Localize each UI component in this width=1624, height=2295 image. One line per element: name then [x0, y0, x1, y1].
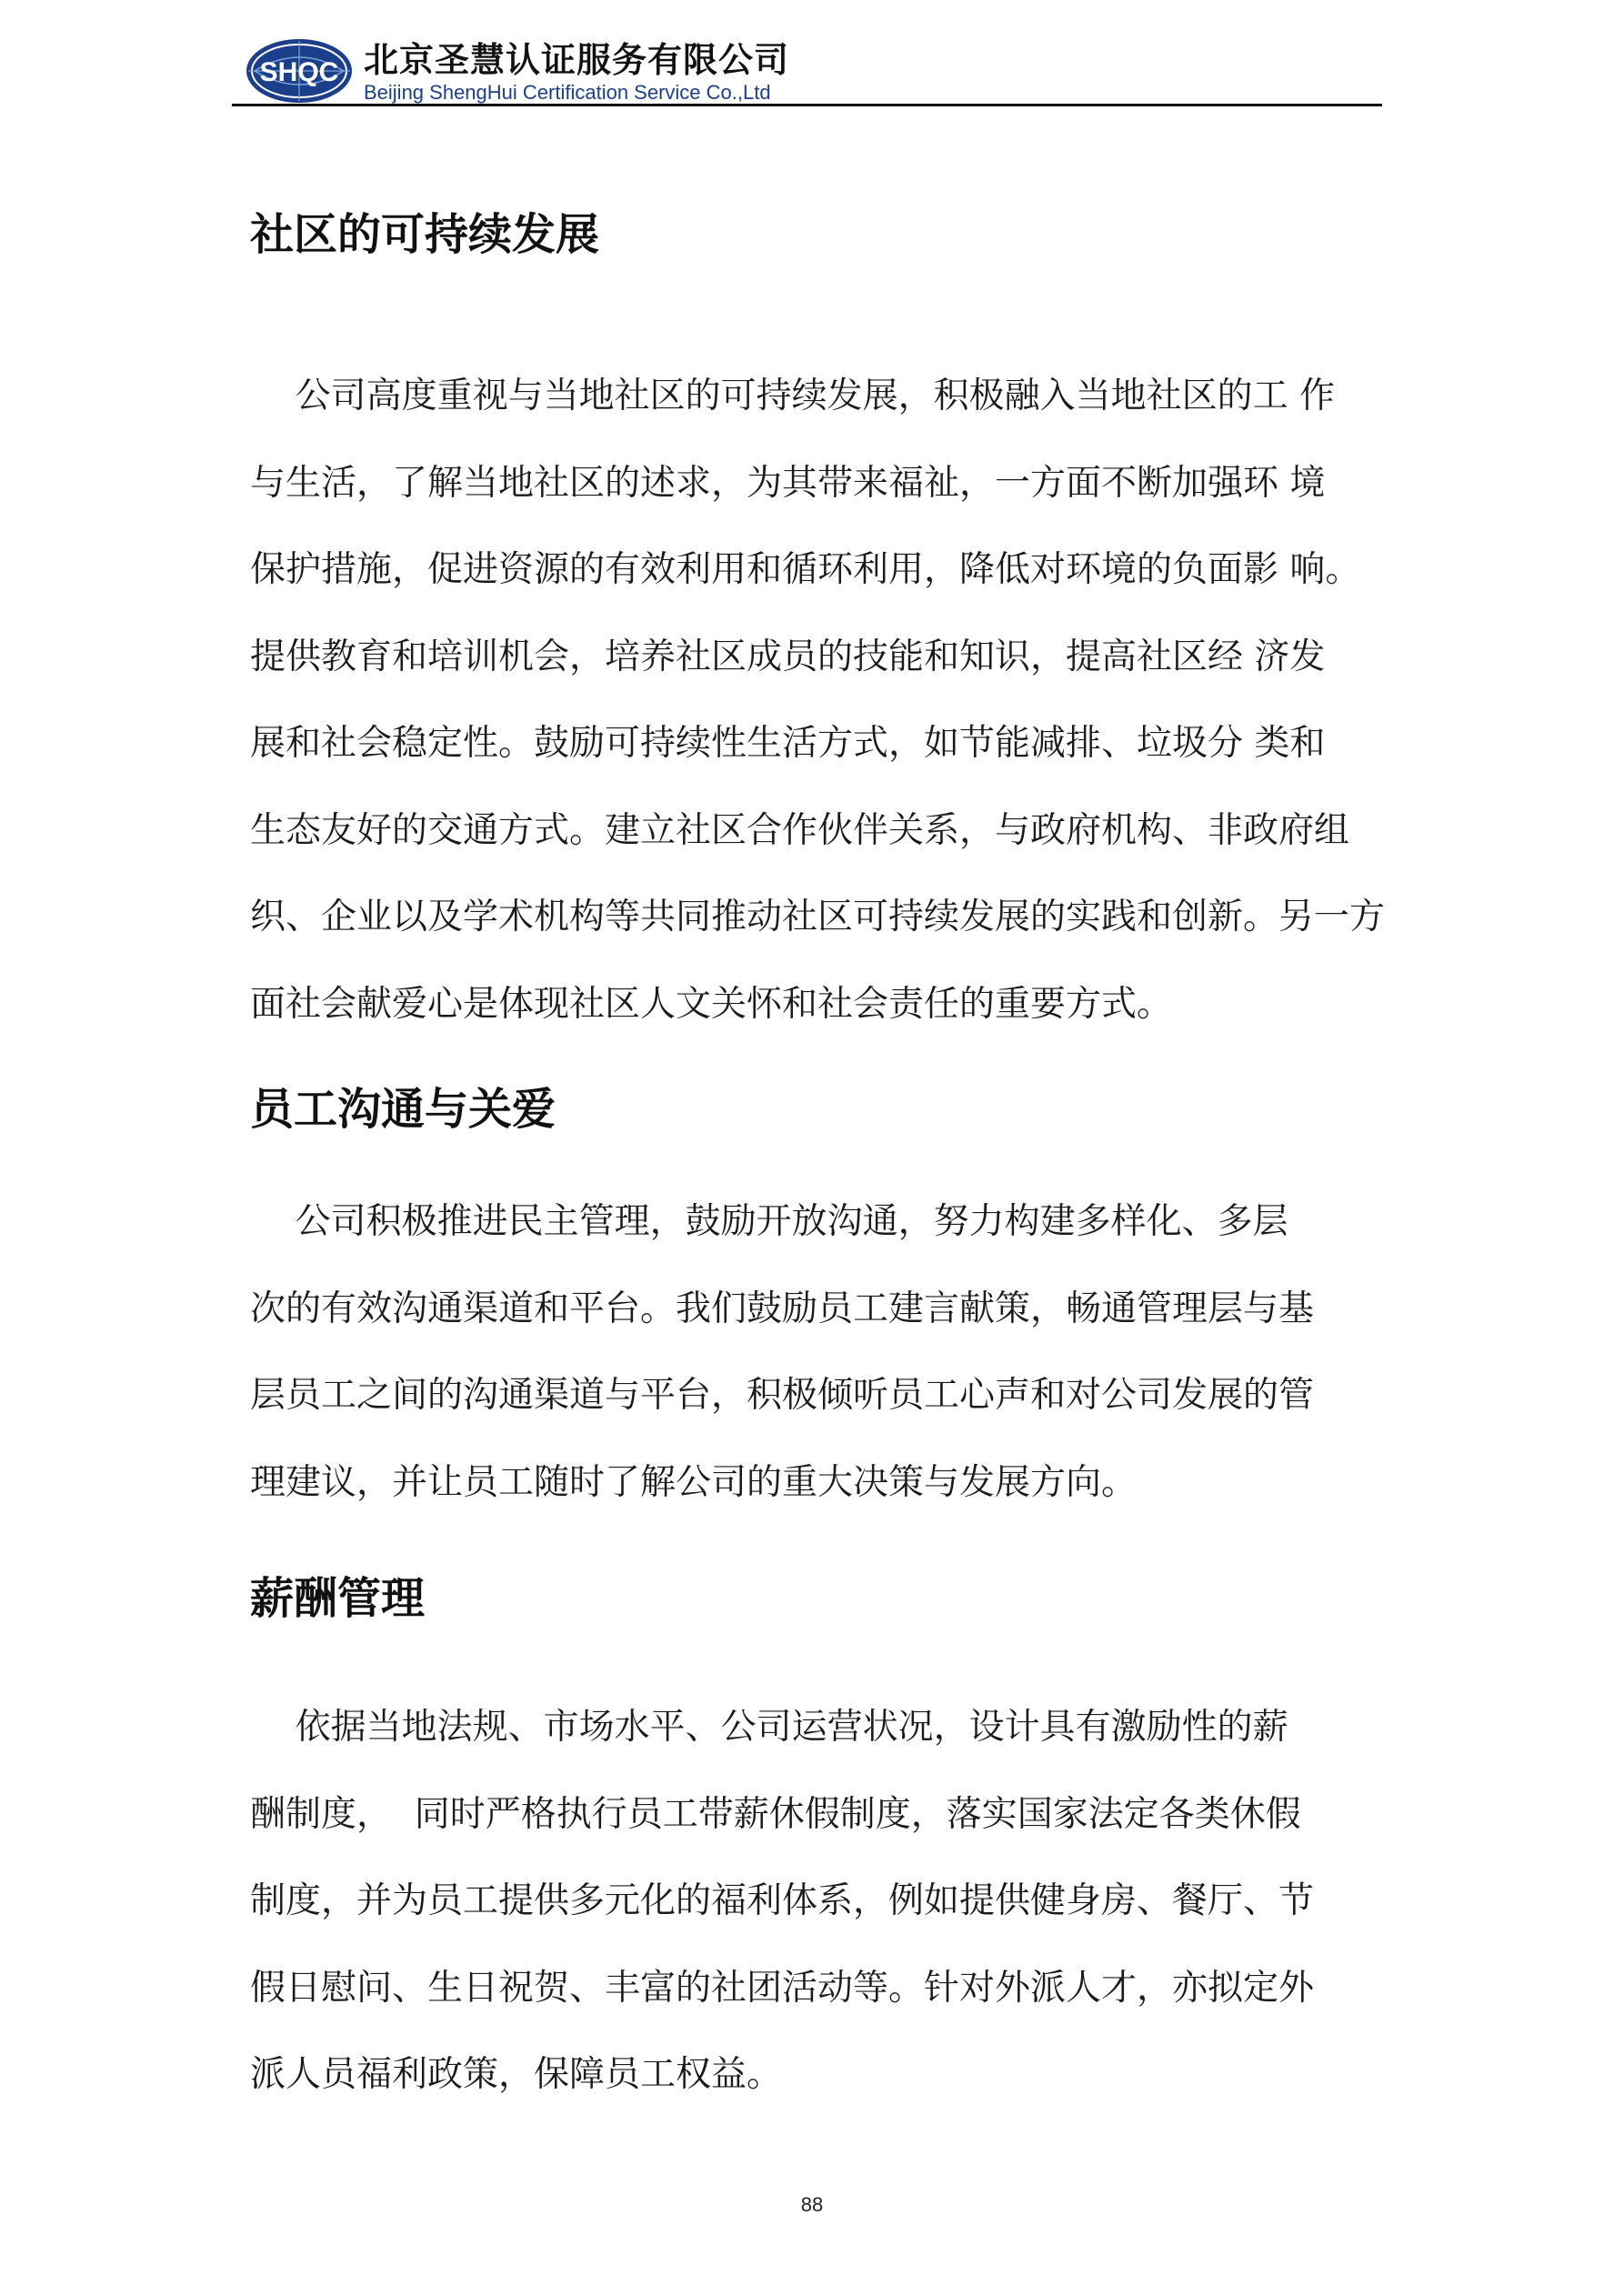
shqc-logo-icon	[244, 36, 355, 105]
section-body-employee-communication	[250, 1178, 1450, 1526]
company-name-cn: 北京圣慧认证服务有限公司	[364, 40, 790, 80]
paragraph-line: 制度，并为员工提供多元化的福利体系，例如提供健身房、餐厅、节	[250, 1880, 1315, 1921]
paragraph-line: 保护措施，促进资源的有效利用和循环利用，降低对环境的负面影 响。	[250, 549, 1361, 590]
paragraph-line: 与生活，了解当地社区的述求，为其带来福祉，一方面不断加强环 境	[250, 462, 1326, 504]
page-header	[244, 33, 1380, 111]
paragraph-line: 生态友好的交通方式。建立社区合作伙伴关系，与政府机构、非政府组	[250, 809, 1350, 851]
paragraph-line: 假日慰问、生日祝贺、丰富的社团活动等。针对外派人才，亦拟定外	[250, 1967, 1315, 2009]
paragraph-line: 提供教育和培训机会，培养社区成员的技能和知识，提高社区经 济发	[250, 636, 1326, 677]
paragraph-line: 依据当地法规、市场水平、公司运营状况，设计具有激励性的薪	[250, 1707, 1288, 1748]
paragraph-line: 展和社会稳定性。鼓励可持续性生活方式，如节能减排、垃圾分 类和	[250, 723, 1326, 764]
page-number: 88	[800, 2193, 824, 2216]
paragraph-line: 理建议，并让员工随时了解公司的重大决策与发展方向。	[250, 1461, 1138, 1503]
company-name-block	[364, 40, 789, 104]
paragraph-line: 派人员福利政策，保障员工权益。	[250, 2054, 783, 2095]
paragraph-line: 面社会献爱心是体现社区人文关怀和社会责任的重要方式。	[250, 983, 1173, 1025]
section-body-community	[250, 353, 1450, 1047]
header-divider	[232, 104, 1382, 106]
logo-text: SHQC	[259, 57, 339, 87]
section-title-community: 社区的可持续发展	[250, 209, 600, 260]
paragraph-line: 层员工之间的沟通渠道与平台，积极倾听员工心声和对公司发展的管	[250, 1375, 1315, 1416]
paragraph-line: 公司积极推进民主管理，鼓励开放沟通，努力构建多样化、多层	[250, 1201, 1288, 1242]
company-name-en: Beijing ShengHui Certification Service Co.,Ltd	[364, 81, 771, 104]
paragraph-line: 酬制度， 同时严格执行员工带薪休假制度，落实国家法定各类休假	[250, 1793, 1301, 1835]
section-body-compensation	[250, 1684, 1450, 2119]
paragraph-line: 公司高度重视与当地社区的可持续发展，积极融入当地社区的工 作	[250, 376, 1335, 416]
section-title-employee-communication: 员工沟通与关爱	[250, 1084, 556, 1135]
paragraph-line: 织、企业以及学术机构等共同推动社区可持续发展的实践和创新。另一方	[250, 897, 1386, 937]
paragraph-line: 次的有效沟通渠道和平台。我们鼓励员工建言献策，畅通管理层与基	[250, 1288, 1315, 1329]
section-title-compensation: 薪酬管理	[250, 1573, 426, 1624]
